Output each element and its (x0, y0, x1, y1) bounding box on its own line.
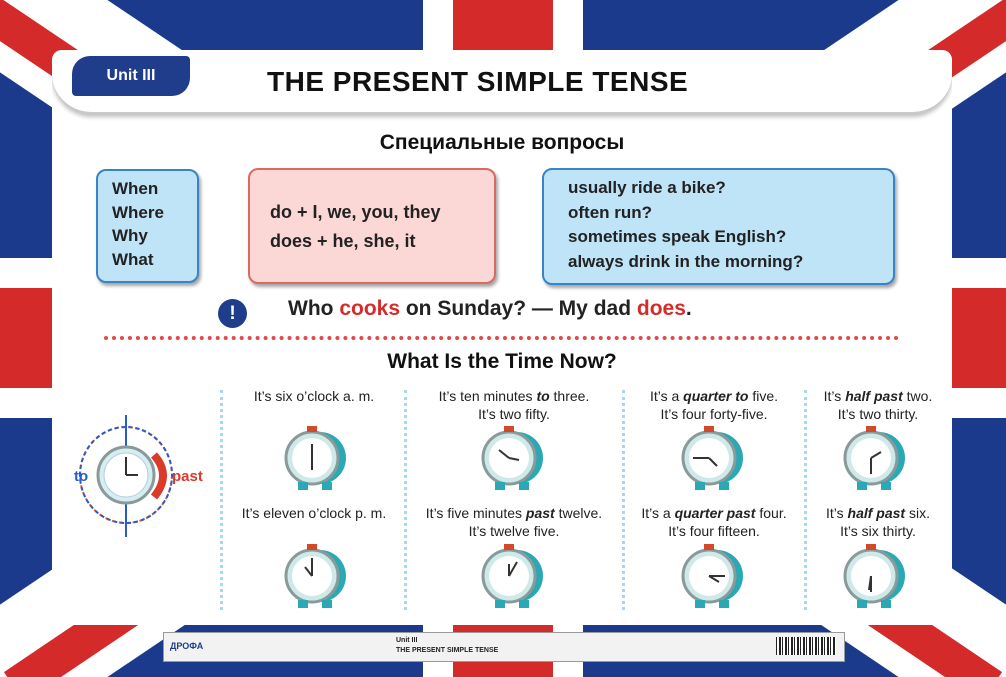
alarm-clock-icon (839, 540, 909, 610)
question-word: Why (112, 226, 148, 245)
time-caption-line (826, 505, 930, 521)
alarm-clock-icon (280, 540, 350, 610)
time-caption (808, 504, 948, 540)
time-caption-line: It’s eleven o’clock p. m. (241, 505, 387, 521)
caption-text: It’s (823, 388, 846, 404)
column-divider (804, 390, 807, 610)
time-caption (408, 387, 620, 423)
question-word: Where (112, 202, 164, 222)
time-caption-line (426, 505, 602, 521)
time-caption-line (650, 388, 778, 404)
time-caption-line (824, 388, 933, 404)
exclamation-icon: ! (218, 299, 247, 328)
time-caption-line: It’s four fifteen. (668, 523, 760, 539)
footer-title: THE PRESENT SIMPLE TENSE (396, 647, 499, 654)
time-caption (626, 387, 802, 423)
example-verb: cooks (339, 297, 401, 320)
section-title-special-questions: Специальные вопросы (379, 131, 625, 154)
caption-emphasis: half past (845, 388, 903, 404)
caption-text: It’s a (641, 505, 675, 521)
time-caption-line: It’s two thirty. (837, 406, 919, 422)
alarm-clock-icon (839, 422, 909, 492)
caption-text: twelve. (554, 505, 603, 521)
dotted-divider (104, 336, 899, 340)
caption-emphasis: quarter past (674, 505, 756, 521)
caption-text: It’s ten minutes (438, 388, 537, 404)
past-label: past (172, 468, 203, 485)
time-caption-line: It’s six thirty. (840, 523, 916, 539)
caption-text: three. (549, 388, 590, 404)
time-caption-line (641, 505, 786, 521)
caption-text: It’s (826, 505, 848, 521)
footer-unit: Unit III (396, 637, 418, 644)
auxiliary-line: does + he, she, it (270, 231, 416, 251)
time-caption (408, 504, 620, 540)
caption-emphasis: past (525, 505, 555, 521)
verb-phrase: usually ride a bike? (568, 178, 726, 197)
column-divider (220, 390, 223, 610)
alarm-clock-icon (477, 540, 547, 610)
time-caption-line (439, 388, 590, 404)
question-word: What (112, 249, 154, 269)
time-caption-line: It’s four forty-five. (660, 406, 768, 422)
question-word: When (112, 179, 159, 198)
caption-text: It’s a (649, 388, 684, 404)
caption-text: two. (902, 388, 933, 404)
poster-panel (52, 50, 952, 625)
alarm-clock-icon (477, 422, 547, 492)
alarm-clock-icon (677, 540, 747, 610)
example-part1: Who (288, 297, 340, 320)
column-divider (622, 390, 625, 610)
time-caption-line: It’s two fifty. (478, 406, 550, 422)
time-caption (808, 387, 948, 423)
caption-text: six. (905, 505, 930, 521)
time-caption-line: It’s twelve five. (468, 523, 560, 539)
barcode (776, 637, 836, 655)
page-title: THE PRESENT SIMPLE TENSE (267, 66, 689, 97)
column-divider (404, 390, 407, 610)
verb-phrase: often run? (568, 202, 653, 222)
alarm-clock-icon (677, 422, 747, 492)
example-part2: on Sunday? — My dad (400, 297, 637, 320)
example-end: . (685, 297, 692, 320)
auxiliary-box (248, 168, 496, 284)
caption-text: It’s five minutes (425, 505, 526, 521)
time-caption-line: It’s six o’clock a. m. (253, 388, 375, 404)
verb-phrases-box (542, 168, 895, 285)
caption-emphasis: quarter to (683, 388, 749, 404)
example-aux: does (636, 297, 686, 320)
publisher-footer (163, 632, 845, 662)
caption-emphasis: to (536, 388, 550, 404)
unit-badge: Unit III (72, 56, 190, 96)
time-caption (626, 504, 802, 540)
to-label: to (74, 468, 89, 485)
section-title-time: What Is the Time Now? (387, 350, 617, 373)
to-past-diagram (68, 415, 228, 540)
verb-phrase: sometimes speak English? (568, 227, 787, 246)
poster-header (52, 50, 952, 114)
publisher-logo: ДРОФА (170, 641, 204, 651)
time-caption (224, 387, 404, 405)
alarm-clock-icon (280, 422, 350, 492)
caption-text: four. (755, 505, 787, 521)
caption-text: five. (748, 388, 779, 404)
auxiliary-line: do + I, we, you, they (270, 202, 441, 222)
time-caption (224, 504, 404, 522)
example-sentence (288, 297, 692, 321)
caption-emphasis: half past (847, 505, 906, 521)
verb-phrase: always drink in the morning? (568, 251, 804, 271)
question-words-box (96, 169, 199, 283)
